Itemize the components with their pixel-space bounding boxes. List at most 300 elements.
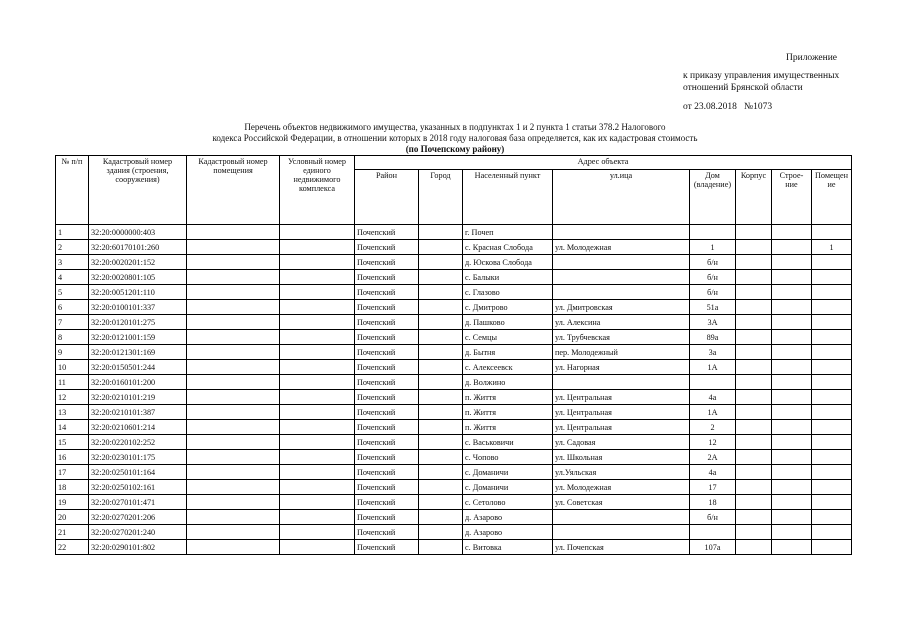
table-row bbox=[56, 300, 852, 315]
table-row bbox=[56, 240, 852, 255]
settlement-name: с. Доманичи bbox=[463, 465, 553, 480]
row-number: 17 bbox=[56, 465, 89, 480]
header-street: ул.ица bbox=[553, 170, 690, 225]
room-number bbox=[812, 360, 852, 375]
street-name: ул. Школьная bbox=[553, 450, 690, 465]
room-cadastral-number bbox=[187, 240, 280, 255]
room-number bbox=[812, 450, 852, 465]
street-name: ул. Нагорная bbox=[553, 360, 690, 375]
building-structure bbox=[772, 315, 812, 330]
city-name bbox=[419, 435, 463, 450]
city-name bbox=[419, 450, 463, 465]
room-number bbox=[812, 390, 852, 405]
street-name: ул. Центральная bbox=[553, 420, 690, 435]
building-structure bbox=[772, 240, 812, 255]
conditional-number bbox=[280, 300, 355, 315]
city-name bbox=[419, 405, 463, 420]
conditional-number bbox=[280, 480, 355, 495]
row-number: 18 bbox=[56, 480, 89, 495]
room-number bbox=[812, 300, 852, 315]
room-cadastral-number bbox=[187, 495, 280, 510]
settlement-name: п. Життя bbox=[463, 405, 553, 420]
room-number bbox=[812, 315, 852, 330]
house-number: 18 bbox=[690, 495, 736, 510]
building-corpus bbox=[736, 255, 772, 270]
street-name: ул. Молодежная bbox=[553, 480, 690, 495]
conditional-number bbox=[280, 420, 355, 435]
table-row bbox=[56, 480, 852, 495]
house-number: б/н bbox=[690, 285, 736, 300]
conditional-number bbox=[280, 285, 355, 300]
room-number bbox=[812, 270, 852, 285]
settlement-name: п. Життя bbox=[463, 420, 553, 435]
district-name: Почепский bbox=[355, 300, 419, 315]
building-corpus bbox=[736, 225, 772, 240]
building-structure bbox=[772, 330, 812, 345]
cadastral-number: 32:20:0120101:275 bbox=[89, 315, 187, 330]
settlement-name: д. Азарово bbox=[463, 510, 553, 525]
settlement-name: с. Дмитрово bbox=[463, 300, 553, 315]
row-number: 3 bbox=[56, 255, 89, 270]
building-structure bbox=[772, 390, 812, 405]
settlement-name: г. Почеп bbox=[463, 225, 553, 240]
room-number bbox=[812, 330, 852, 345]
appendix-order-line: к приказу управления имущественных bbox=[683, 71, 840, 81]
cadastral-number: 32:20:0270201:240 bbox=[89, 525, 187, 540]
district-name: Почепский bbox=[355, 330, 419, 345]
street-name: ул. Центральная bbox=[553, 390, 690, 405]
city-name bbox=[419, 330, 463, 345]
conditional-number bbox=[280, 360, 355, 375]
building-corpus bbox=[736, 360, 772, 375]
header-cond-number: Условный номер единого недвижимого комплекса bbox=[280, 156, 355, 225]
cadastral-number: 32:20:0270101:471 bbox=[89, 495, 187, 510]
district-name: Почепский bbox=[355, 450, 419, 465]
city-name bbox=[419, 510, 463, 525]
room-number bbox=[812, 225, 852, 240]
room-number bbox=[812, 255, 852, 270]
room-cadastral-number bbox=[187, 270, 280, 285]
district-name: Почепский bbox=[355, 540, 419, 555]
table-row bbox=[56, 510, 852, 525]
row-number: 9 bbox=[56, 345, 89, 360]
building-corpus bbox=[736, 525, 772, 540]
conditional-number bbox=[280, 240, 355, 255]
building-corpus bbox=[736, 405, 772, 420]
room-number bbox=[812, 420, 852, 435]
row-number: 15 bbox=[56, 435, 89, 450]
room-cadastral-number bbox=[187, 435, 280, 450]
room-number bbox=[812, 435, 852, 450]
building-structure bbox=[772, 465, 812, 480]
district-name: Почепский bbox=[355, 315, 419, 330]
district-name: Почепский bbox=[355, 360, 419, 375]
room-cadastral-number bbox=[187, 330, 280, 345]
conditional-number bbox=[280, 375, 355, 390]
district-name: Почепский bbox=[355, 375, 419, 390]
row-number: 16 bbox=[56, 450, 89, 465]
row-number: 8 bbox=[56, 330, 89, 345]
cadastral-number: 32:20:0230101:175 bbox=[89, 450, 187, 465]
house-number: 51а bbox=[690, 300, 736, 315]
room-number bbox=[812, 375, 852, 390]
settlement-name: с. Красная Слобода bbox=[463, 240, 553, 255]
street-name: ул. Садовая bbox=[553, 435, 690, 450]
table-row bbox=[56, 525, 852, 540]
room-cadastral-number bbox=[187, 420, 280, 435]
building-structure bbox=[772, 225, 812, 240]
document-heading bbox=[150, 122, 760, 155]
cadastral-number: 32:20:0121301:169 bbox=[89, 345, 187, 360]
heading-line-1: Перечень объектов недвижимого имущества, указанных в подпунктах 1 и 2 пункта 1 статьи 378.2 Налогового bbox=[244, 122, 666, 132]
table-row bbox=[56, 345, 852, 360]
row-number: 13 bbox=[56, 405, 89, 420]
city-name bbox=[419, 240, 463, 255]
district-name: Почепский bbox=[355, 420, 419, 435]
cadastral-number: 32:20:0100101:337 bbox=[89, 300, 187, 315]
table-row bbox=[56, 360, 852, 375]
conditional-number bbox=[280, 255, 355, 270]
city-name bbox=[419, 390, 463, 405]
row-number: 20 bbox=[56, 510, 89, 525]
street-name bbox=[553, 525, 690, 540]
building-corpus bbox=[736, 330, 772, 345]
conditional-number bbox=[280, 225, 355, 240]
street-name bbox=[553, 270, 690, 285]
row-number: 2 bbox=[56, 240, 89, 255]
street-name bbox=[553, 375, 690, 390]
building-structure bbox=[772, 450, 812, 465]
building-corpus bbox=[736, 480, 772, 495]
house-number: 107а bbox=[690, 540, 736, 555]
street-name: ул.Уяльская bbox=[553, 465, 690, 480]
city-name bbox=[419, 255, 463, 270]
house-number: б/н bbox=[690, 510, 736, 525]
appendix-title: Приложение bbox=[786, 53, 837, 63]
street-name: ул. Почепская bbox=[553, 540, 690, 555]
header-korpus: Корпус bbox=[736, 170, 772, 225]
settlement-name: с. Глазово bbox=[463, 285, 553, 300]
conditional-number bbox=[280, 510, 355, 525]
street-name bbox=[553, 285, 690, 300]
conditional-number bbox=[280, 540, 355, 555]
cadastral-number: 32:20:0160101:200 bbox=[89, 375, 187, 390]
city-name bbox=[419, 495, 463, 510]
building-structure bbox=[772, 285, 812, 300]
house-number: 1А bbox=[690, 405, 736, 420]
building-corpus bbox=[736, 420, 772, 435]
building-structure bbox=[772, 525, 812, 540]
settlement-name: д. Азарово bbox=[463, 525, 553, 540]
row-number: 22 bbox=[56, 540, 89, 555]
house-number: 4а bbox=[690, 390, 736, 405]
header-num: № п/п bbox=[56, 156, 89, 225]
room-number bbox=[812, 345, 852, 360]
conditional-number bbox=[280, 435, 355, 450]
building-corpus bbox=[736, 465, 772, 480]
cadastral-number: 32:20:0000000:403 bbox=[89, 225, 187, 240]
district-name: Почепский bbox=[355, 345, 419, 360]
building-corpus bbox=[736, 495, 772, 510]
city-name bbox=[419, 375, 463, 390]
building-structure bbox=[772, 345, 812, 360]
building-corpus bbox=[736, 435, 772, 450]
cadastral-number: 32:20:0220102:252 bbox=[89, 435, 187, 450]
street-name: ул. Центральная bbox=[553, 405, 690, 420]
cadastral-number: 32:20:0290101:802 bbox=[89, 540, 187, 555]
house-number: 89а bbox=[690, 330, 736, 345]
header-dom: Дом (владение) bbox=[690, 170, 736, 225]
table-row bbox=[56, 270, 852, 285]
table-row bbox=[56, 255, 852, 270]
building-corpus bbox=[736, 270, 772, 285]
district-name: Почепский bbox=[355, 510, 419, 525]
conditional-number bbox=[280, 390, 355, 405]
table-row bbox=[56, 225, 852, 240]
room-cadastral-number bbox=[187, 255, 280, 270]
room-cadastral-number bbox=[187, 540, 280, 555]
header-stroenie: Строе-ние bbox=[772, 170, 812, 225]
cadastral-number: 32:20:0250101:164 bbox=[89, 465, 187, 480]
table-row bbox=[56, 420, 852, 435]
header-gorod: Город bbox=[419, 170, 463, 225]
room-cadastral-number bbox=[187, 510, 280, 525]
cadastral-number: 32:20:0051201:110 bbox=[89, 285, 187, 300]
city-name bbox=[419, 225, 463, 240]
building-corpus bbox=[736, 450, 772, 465]
row-number: 10 bbox=[56, 360, 89, 375]
conditional-number bbox=[280, 345, 355, 360]
cadastral-number: 32:20:0121001:159 bbox=[89, 330, 187, 345]
house-number: 1А bbox=[690, 360, 736, 375]
heading-line-2: кодекса Российской Федерации, в отношении которых в 2018 году налоговая база определяется, как их кадастровая стоимость bbox=[212, 133, 698, 143]
room-number bbox=[812, 465, 852, 480]
settlement-name: д. Бытня bbox=[463, 345, 553, 360]
city-name bbox=[419, 360, 463, 375]
row-number: 4 bbox=[56, 270, 89, 285]
table-row bbox=[56, 405, 852, 420]
building-structure bbox=[772, 300, 812, 315]
district-name: Почепский bbox=[355, 465, 419, 480]
room-cadastral-number bbox=[187, 345, 280, 360]
district-name: Почепский bbox=[355, 495, 419, 510]
room-cadastral-number bbox=[187, 375, 280, 390]
city-name bbox=[419, 270, 463, 285]
house-number: 17 bbox=[690, 480, 736, 495]
house-number: б/н bbox=[690, 270, 736, 285]
house-number: 3а bbox=[690, 345, 736, 360]
cadastral-number: 32:20:0020201:152 bbox=[89, 255, 187, 270]
room-number bbox=[812, 285, 852, 300]
settlement-name: с. Чопово bbox=[463, 450, 553, 465]
street-name: ул. Молодежная bbox=[553, 240, 690, 255]
cadastral-number: 32:20:0210101:387 bbox=[89, 405, 187, 420]
street-name: ул. Трубчевская bbox=[553, 330, 690, 345]
row-number: 12 bbox=[56, 390, 89, 405]
header-rayon: Район bbox=[355, 170, 419, 225]
table-row bbox=[56, 315, 852, 330]
settlement-name: с. Семцы bbox=[463, 330, 553, 345]
house-number: 2 bbox=[690, 420, 736, 435]
table-row bbox=[56, 465, 852, 480]
room-number bbox=[812, 540, 852, 555]
city-name bbox=[419, 300, 463, 315]
row-number: 11 bbox=[56, 375, 89, 390]
header-cad-room: Кадастровый номер помещения bbox=[187, 156, 280, 225]
conditional-number bbox=[280, 315, 355, 330]
table-row bbox=[56, 375, 852, 390]
settlement-name: д. Волжино bbox=[463, 375, 553, 390]
district-name: Почепский bbox=[355, 480, 419, 495]
house-number: 3А bbox=[690, 315, 736, 330]
heading-district: (по Почепскому району) bbox=[405, 144, 505, 154]
street-name: ул. Советская bbox=[553, 495, 690, 510]
city-name bbox=[419, 525, 463, 540]
room-cadastral-number bbox=[187, 465, 280, 480]
table-row bbox=[56, 450, 852, 465]
cadastral-number: 32:20:0020801:105 bbox=[89, 270, 187, 285]
district-name: Почепский bbox=[355, 525, 419, 540]
building-corpus bbox=[736, 540, 772, 555]
room-cadastral-number bbox=[187, 450, 280, 465]
district-name: Почепский bbox=[355, 255, 419, 270]
room-cadastral-number bbox=[187, 315, 280, 330]
table-row bbox=[56, 330, 852, 345]
house-number: б/н bbox=[690, 255, 736, 270]
header-np: Населенный пункт bbox=[463, 170, 553, 225]
conditional-number bbox=[280, 450, 355, 465]
room-cadastral-number bbox=[187, 525, 280, 540]
property-register-table bbox=[55, 155, 852, 555]
room-cadastral-number bbox=[187, 360, 280, 375]
appendix-department-line: отношений Брянской области bbox=[683, 83, 803, 93]
room-number bbox=[812, 495, 852, 510]
cadastral-number: 32:20:0210601:214 bbox=[89, 420, 187, 435]
table-row bbox=[56, 390, 852, 405]
room-cadastral-number bbox=[187, 285, 280, 300]
building-structure bbox=[772, 375, 812, 390]
city-name bbox=[419, 540, 463, 555]
conditional-number bbox=[280, 405, 355, 420]
building-structure bbox=[772, 255, 812, 270]
building-structure bbox=[772, 270, 812, 285]
building-structure bbox=[772, 435, 812, 450]
appendix-date-line: от 23.08.2018 №1073 bbox=[683, 102, 773, 112]
building-corpus bbox=[736, 285, 772, 300]
city-name bbox=[419, 465, 463, 480]
district-name: Почепский bbox=[355, 240, 419, 255]
house-number: 2А bbox=[690, 450, 736, 465]
conditional-number bbox=[280, 495, 355, 510]
building-structure bbox=[772, 495, 812, 510]
room-cadastral-number bbox=[187, 390, 280, 405]
room-cadastral-number bbox=[187, 405, 280, 420]
street-name bbox=[553, 225, 690, 240]
room-number bbox=[812, 405, 852, 420]
settlement-name: д. Юскова Слобода bbox=[463, 255, 553, 270]
city-name bbox=[419, 285, 463, 300]
street-name bbox=[553, 510, 690, 525]
conditional-number bbox=[280, 330, 355, 345]
city-name bbox=[419, 480, 463, 495]
header-address: Адрес объекта bbox=[355, 156, 852, 170]
register-body bbox=[56, 225, 852, 555]
row-number: 21 bbox=[56, 525, 89, 540]
house-number: 12 bbox=[690, 435, 736, 450]
cadastral-number: 32:20:0150501:244 bbox=[89, 360, 187, 375]
conditional-number bbox=[280, 270, 355, 285]
header-cad-building: Кадастровый номер здания (строения, сооружения) bbox=[89, 156, 187, 225]
building-corpus bbox=[736, 315, 772, 330]
building-corpus bbox=[736, 300, 772, 315]
cadastral-number: 32:20:0210101:219 bbox=[89, 390, 187, 405]
room-number bbox=[812, 510, 852, 525]
street-name: ул. Дмитровская bbox=[553, 300, 690, 315]
city-name bbox=[419, 420, 463, 435]
settlement-name: с. Алексеевск bbox=[463, 360, 553, 375]
street-name bbox=[553, 255, 690, 270]
header-pomeshenie: Помещен ие bbox=[812, 170, 852, 225]
district-name: Почепский bbox=[355, 390, 419, 405]
table-row bbox=[56, 285, 852, 300]
building-structure bbox=[772, 420, 812, 435]
building-structure bbox=[772, 480, 812, 495]
settlement-name: п. Життя bbox=[463, 390, 553, 405]
settlement-name: с. Витовка bbox=[463, 540, 553, 555]
district-name: Почепский bbox=[355, 285, 419, 300]
building-corpus bbox=[736, 390, 772, 405]
conditional-number bbox=[280, 525, 355, 540]
settlement-name: с. Балыки bbox=[463, 270, 553, 285]
district-name: Почепский bbox=[355, 435, 419, 450]
cadastral-number: 32:20:60170101:260 bbox=[89, 240, 187, 255]
building-structure bbox=[772, 360, 812, 375]
district-name: Почепский bbox=[355, 225, 419, 240]
building-structure bbox=[772, 405, 812, 420]
settlement-name: с. Доманичи bbox=[463, 480, 553, 495]
street-name: ул. Алексина bbox=[553, 315, 690, 330]
cadastral-number: 32:20:0250102:161 bbox=[89, 480, 187, 495]
settlement-name: д. Пашково bbox=[463, 315, 553, 330]
house-number: 4а bbox=[690, 465, 736, 480]
building-corpus bbox=[736, 345, 772, 360]
row-number: 19 bbox=[56, 495, 89, 510]
room-cadastral-number bbox=[187, 480, 280, 495]
row-number: 5 bbox=[56, 285, 89, 300]
building-structure bbox=[772, 510, 812, 525]
house-number bbox=[690, 375, 736, 390]
row-number: 6 bbox=[56, 300, 89, 315]
building-corpus bbox=[736, 510, 772, 525]
house-number bbox=[690, 525, 736, 540]
table-row bbox=[56, 540, 852, 555]
district-name: Почепский bbox=[355, 270, 419, 285]
building-corpus bbox=[736, 240, 772, 255]
district-name: Почепский bbox=[355, 405, 419, 420]
row-number: 14 bbox=[56, 420, 89, 435]
house-number bbox=[690, 225, 736, 240]
building-corpus bbox=[736, 375, 772, 390]
table-row bbox=[56, 435, 852, 450]
street-name: пер. Молодежный bbox=[553, 345, 690, 360]
city-name bbox=[419, 315, 463, 330]
room-cadastral-number bbox=[187, 300, 280, 315]
settlement-name: с. Сетолово bbox=[463, 495, 553, 510]
room-number bbox=[812, 480, 852, 495]
row-number: 7 bbox=[56, 315, 89, 330]
row-number: 1 bbox=[56, 225, 89, 240]
cadastral-number: 32:20:0270201:206 bbox=[89, 510, 187, 525]
